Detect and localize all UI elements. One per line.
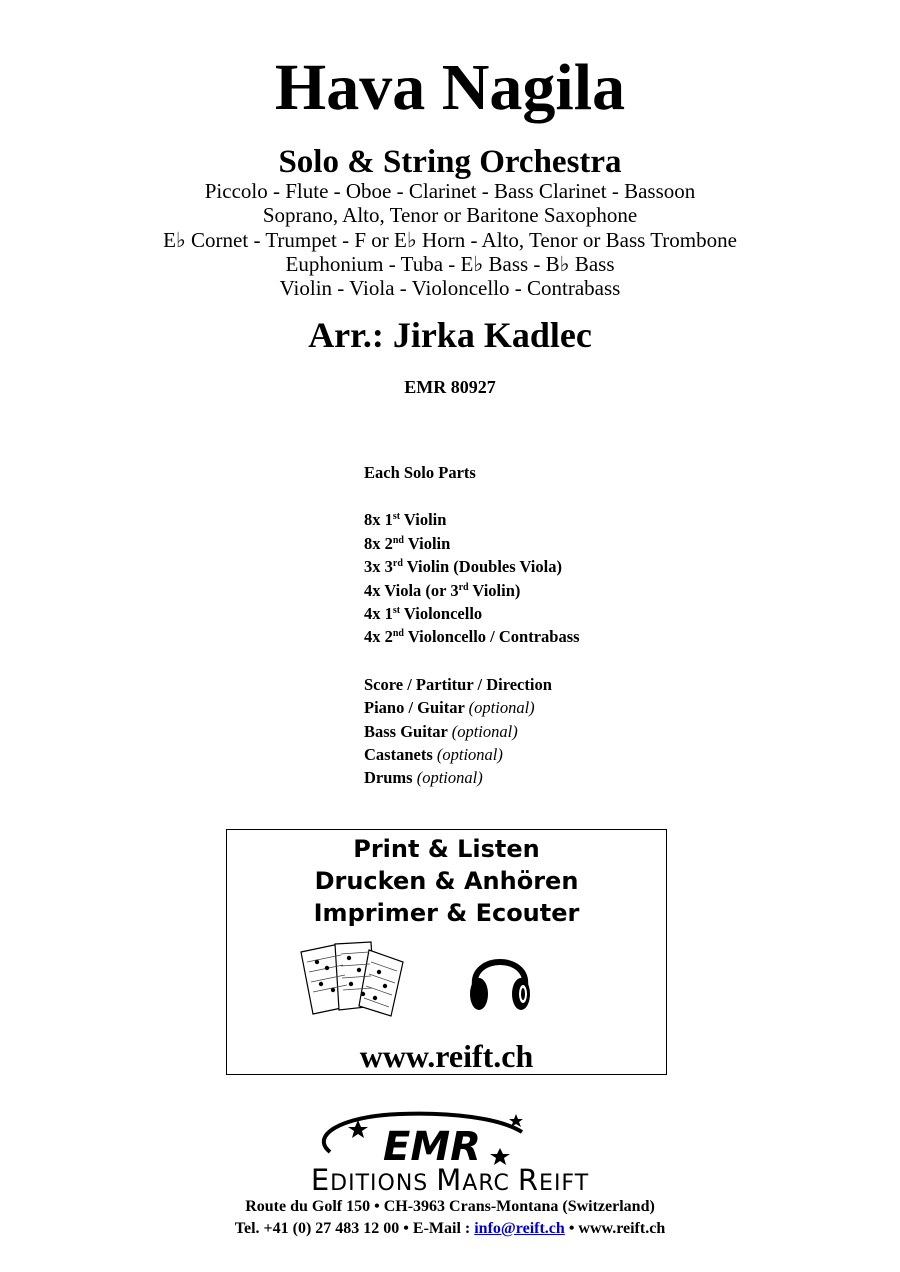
publisher-address: Route du Golf 150 • CH-3963 Crans-Montana (Switzerland) xyxy=(245,1198,655,1215)
promo-line: Imprimer & Ecouter xyxy=(313,899,580,927)
instrument-line: Soprano, Alto, Tenor or Baritone Saxophone xyxy=(262,203,638,227)
parts-list xyxy=(364,461,580,790)
part-line: 3x 3rd Violin (Doubles Viola) xyxy=(364,557,562,577)
arranger: Arr.: Jirka Kadlec xyxy=(308,315,592,355)
part-line: 4x 2nd Violoncello / Contrabass xyxy=(364,627,580,647)
promo-line: Drucken & Anhören xyxy=(314,867,579,895)
extra-part: Score / Partitur / Direction xyxy=(364,674,552,694)
promo-url[interactable]: www.reift.ch xyxy=(359,1038,534,1074)
instrument-line: Violin - Viola - Violoncello - Contrabass xyxy=(279,276,621,300)
publisher-contact: Tel. +41 (0) 27 483 12 00 • E-Mail : info@reift.ch • www.reift.ch xyxy=(234,1220,666,1237)
subtitle: Solo & String Orchestra xyxy=(278,144,622,180)
part-line: 8x 2nd Violin xyxy=(364,533,451,553)
publisher-name: EDITIONS MARC REIFT xyxy=(310,1163,590,1197)
extra-part: Piano / Guitar (optional) xyxy=(364,698,535,718)
part-line: 4x 1st Violoncello xyxy=(364,604,483,624)
promo-box xyxy=(226,829,667,1075)
email-link[interactable]: info@reift.ch xyxy=(474,1220,565,1237)
part-line: 8x 1st Violin xyxy=(364,510,447,530)
instrument-line: E♭ Cornet - Trumpet - F or E♭ Horn - Alto, Tenor or Bass Trombone xyxy=(163,228,737,252)
instrument-line: Piccolo - Flute - Oboe - Clarinet - Bass Clarinet - Bassoon xyxy=(204,179,696,203)
logo-text: EMR xyxy=(383,1124,481,1168)
promo-line: Print & Listen xyxy=(353,835,540,863)
extra-part: Castanets (optional) xyxy=(364,745,503,765)
extra-part: Drums (optional) xyxy=(364,768,483,788)
catalog-number: EMR 80927 xyxy=(404,377,496,397)
part-line: 4x Viola (or 3rd Violin) xyxy=(364,580,521,600)
title: Hava Nagila xyxy=(274,51,626,124)
emr-logo xyxy=(310,1108,550,1168)
headphones-icon xyxy=(465,942,535,1018)
instrument-line: Euphonium - Tuba - E♭ Bass - B♭ Bass xyxy=(285,252,615,276)
extra-part: Bass Guitar (optional) xyxy=(364,721,518,741)
parts-heading: Each Solo Parts xyxy=(364,463,476,482)
sheet-music-icon xyxy=(299,940,411,1018)
